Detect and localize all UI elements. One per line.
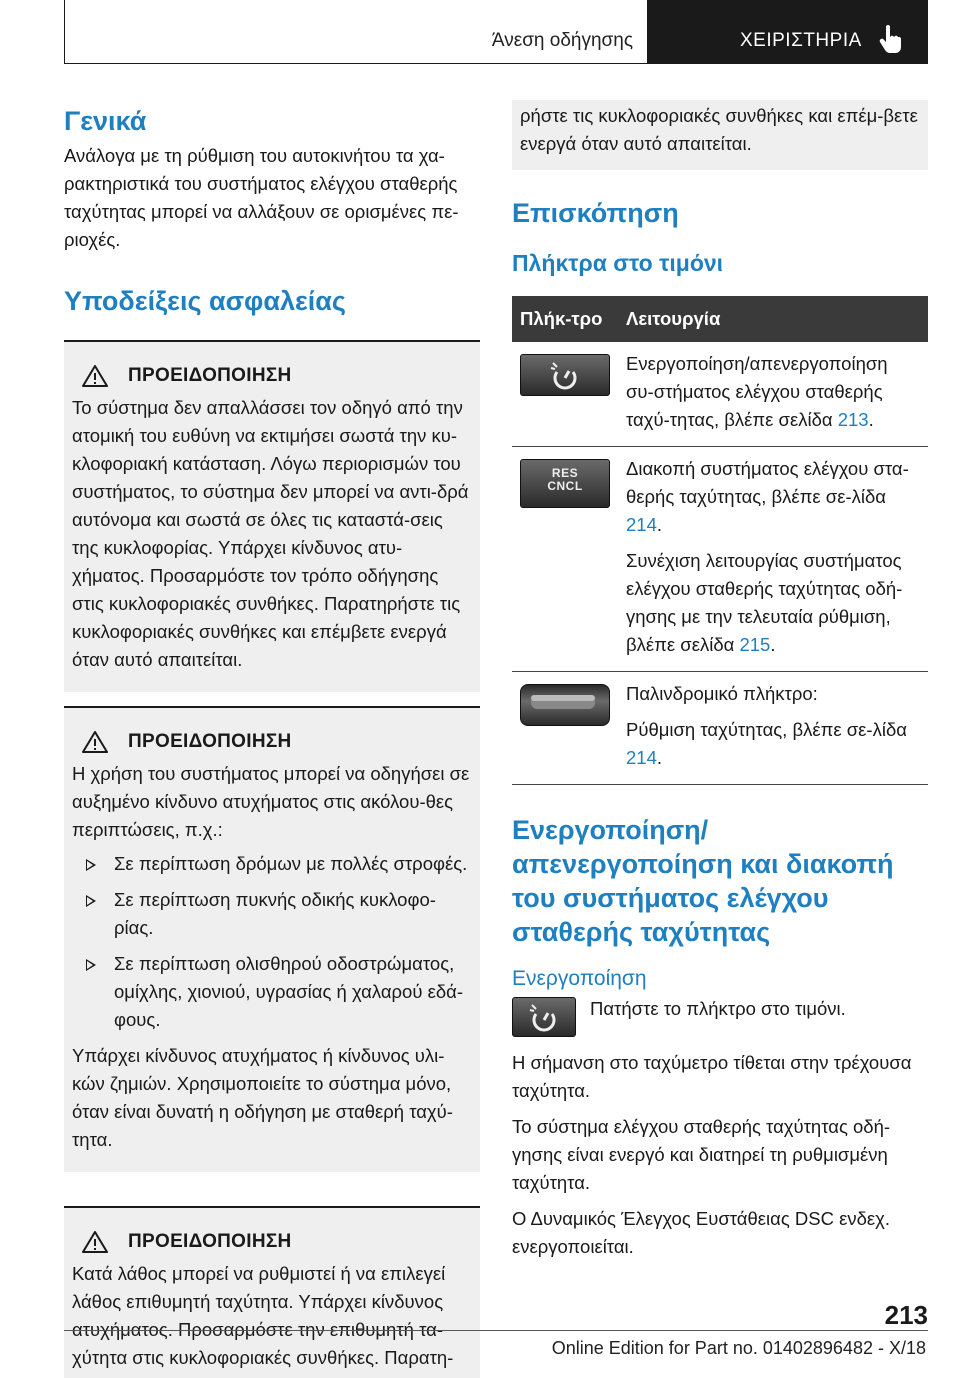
- function-cell: Ενεργοποίηση/απενεργοποίηση συ-στήματος ελέγχου σταθερής ταχύ-τητας, βλέπε σελίδα 213.: [618, 342, 928, 447]
- warning-box-3: [64, 1206, 480, 1378]
- wheel-keys-heading: Πλήκτρα στο τιμόνι: [512, 250, 724, 276]
- table-row: [512, 672, 928, 785]
- cruise-control-key-icon: [520, 354, 610, 396]
- warning3-text: Κατά λάθος μπορεί να ρυθμιστεί ή να επιλεγεί λάθος επιθυμητή ταχύτητα. Υπάρχει κίνδυνος ατυχήματος. Προσαρμόστε την επιθυμητή τα-χύτητα στις κυκλοφοριακές συνθήκες. Παρατη-: [72, 1263, 454, 1368]
- warning-box-1: [64, 340, 480, 692]
- function-cell: Παλινδρομικό πλήκτρο: Ρύθμιση ταχύτητας, βλέπε σε-λίδα 214.: [618, 672, 928, 785]
- hand-pointer-icon: [878, 24, 904, 54]
- page-header: [64, 0, 928, 64]
- warning-triangle-icon: [82, 1230, 108, 1254]
- list-item: Σε περίπτωση πυκνής οδικής κυκλοφο-ρίας.: [72, 886, 472, 942]
- warning2-outro: Υπάρχει κίνδυνος ατυχήματος ή κίνδυνος υλι-κών ζημιών. Χρησιμοποιείτε το σύστημα μόνο, όταν είναι δυνατή η οδήγηση με σταθερή ταχύ-τητα.: [72, 1045, 453, 1150]
- activation-step: [512, 997, 928, 1037]
- bullet-triangle-icon: [86, 859, 96, 871]
- chapter-title: ΧΕΙΡΙΣΤΗΡΙΑ: [740, 30, 862, 51]
- table-header-row: [512, 296, 928, 342]
- column-header-key: Πλήκ-τρο: [512, 296, 618, 342]
- activation-subheading: Ενεργοποίηση: [512, 967, 647, 990]
- page-ref-link[interactable]: 213: [837, 409, 869, 430]
- warning-header: [72, 730, 472, 754]
- warning-label: ΠΡΟΕΙΔΟΠΟΙΗΣΗ: [128, 1231, 292, 1252]
- function-cell: Διακοπή συστήματος ελέγχου στα-θερής ταχύτητας, βλέπε σε-λίδα 214. Συνέχιση λειτουργίας συστήματος ελέγχου σταθερής ταχύτητας οδή-γησης με την τελευταία ρύθμιση, βλέπε σελίδα 215.: [618, 447, 928, 672]
- edition-footer: Online Edition for Part no. 01402896482 - X/18: [551, 1338, 926, 1358]
- bullet-triangle-icon: [86, 895, 96, 907]
- general-heading: Γενικά: [64, 106, 147, 136]
- activation-heading: Ενεργοποίηση/απενεργοποίηση και διακοπή του συστήματος ελέγχου σταθερής ταχύτητας: [512, 815, 894, 947]
- warning-label: ΠΡΟΕΙΔΟΠΟΙΗΣΗ: [128, 731, 292, 752]
- warning-header: [72, 1230, 472, 1254]
- left-column: [64, 100, 480, 1378]
- activation-step-text: Πατήστε το πλήκτρο στο τιμόνι.: [590, 998, 846, 1019]
- list-item: Σε περίπτωση δρόμων με πολλές στροφές.: [72, 850, 472, 878]
- activation-p2: Το σύστημα ελέγχου σταθερής ταχύτητας οδή-γησης είναι ενεργό και διατηρεί τη ρυθμισμένη ταχύτητα.: [512, 1116, 891, 1193]
- page-ref-link[interactable]: 214: [626, 514, 657, 535]
- res-cncl-key-icon: RES CNCL: [520, 459, 610, 508]
- page-number: 213: [884, 1300, 928, 1330]
- cruise-control-key-icon: [512, 997, 576, 1037]
- warning-header: [72, 364, 472, 388]
- warning2-intro: Η χρήση του συστήματος μπορεί να οδηγήσει σε αυξημένο κίνδυνο ατυχήματος στις ακόλου-θες περιπτώσεις, π.χ.:: [72, 763, 470, 840]
- warning2-bullet-list: [72, 850, 472, 1034]
- rocker-switch-icon: [520, 684, 610, 726]
- footer-divider: [64, 1330, 928, 1331]
- right-column: [512, 100, 928, 1261]
- bullet-triangle-icon: [86, 959, 96, 971]
- page-ref-link[interactable]: 214: [626, 747, 657, 768]
- warning-triangle-icon: [82, 730, 108, 754]
- chapter-tab: [648, 0, 928, 64]
- column-header-function: Λειτουργία: [618, 296, 928, 342]
- activation-p1: Η σήμανση στο ταχύμετρο τίθεται στην τρέχουσα ταχύτητα.: [512, 1052, 912, 1101]
- general-text: Ανάλογα με τη ρύθμιση του αυτοκινήτου τα χα-ρακτηριστικά του συστήματος ελέγχου σταθερής ταχύτητας μπορεί να αλλάξουν σε ορισμένες πε-ριοχές.: [64, 145, 459, 250]
- overview-heading: Επισκόπηση: [512, 198, 679, 228]
- safety-heading: Υποδείξεις ασφαλείας: [64, 286, 346, 316]
- section-title: Άνεση οδήγησης: [491, 30, 633, 51]
- warning-label: ΠΡΟΕΙΔΟΠΟΙΗΣΗ: [128, 365, 292, 386]
- section-title-box: [64, 0, 648, 64]
- warning1-text: Το σύστημα δεν απαλλάσσει τον οδηγό από την ατομική του ευθύνη να εκτιμήσει σωστά την κυ-κλοφοριακή κατάσταση. Λόγω περιορισμών του συστήματος, το σύστημα δεν μπορεί να αντι-δρά αυτόνομα και σωστά σε όλες τις καταστά-σεις της κυκλοφορίας. Υπάρχει κίνδυνος ατυ-χήματος. Προσαρμόστε τον τρόπο οδήγησης στις κυκλοφοριακές συνθήκες. Παρατηρήστε τις κυκλοφοριακές συνθήκες και επέμβετε ενεργά όταν αυτό απαιτείται.: [72, 397, 469, 670]
- keys-table: [512, 296, 928, 785]
- list-item: Σε περίπτωση ολισθηρού οδοστρώματος, ομίχλης, χιονιού, υγρασίας ή χαλαρού εδά-φους.: [72, 950, 472, 1034]
- activation-p3: Ο Δυναμικός Έλεγχος Ευστάθειας DSC ενδεχ. ενεργοποιείται.: [512, 1208, 890, 1257]
- warning-triangle-icon: [82, 364, 108, 388]
- continuation-text: ρήστε τις κυκλοφοριακές συνθήκες και επέμ-βετε ενεργά όταν αυτό απαιτείται.: [520, 105, 918, 154]
- page-ref-link[interactable]: 215: [739, 634, 771, 655]
- warning-box-2: [64, 706, 480, 1172]
- table-row: [512, 342, 928, 447]
- table-row: [512, 447, 928, 672]
- warning3-continuation: [512, 100, 928, 170]
